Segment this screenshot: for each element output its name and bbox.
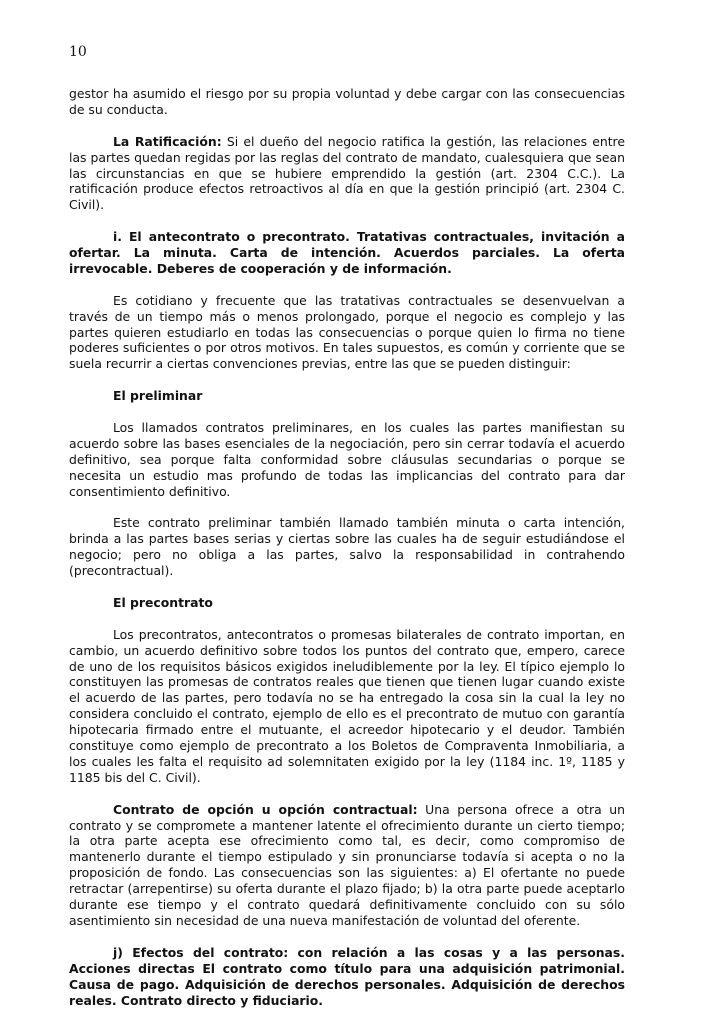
subheading-preliminar: El preliminar	[113, 388, 203, 404]
paragraph-minuta: Este contrato preliminar también llamado también minuta o carta intención, brinda a las partes bases serias y ciertas sobre las cuales ha de seguir estudiándose el negocio; pero no obliga a las partes, salvo la responsabilidad in contrahendo (precontractual).	[69, 515, 625, 579]
paragraph-ratificacion	[69, 134, 625, 214]
paragraph-opcion	[69, 802, 625, 929]
opcion-lead: Contrato de opción u opción contractual:	[113, 801, 418, 817]
page-number: 10	[69, 44, 87, 60]
paragraph-tratativas: Es cotidiano y frecuente que las tratativas contractuales se desenvuelvan a través de un tiempo más o menos prolongado, porque el negocio es complejo y las partes quieren estudiarlo en todas las consecuencias o porque quien lo firma no tiene poderes suficientes o por otros motivos. En tales supuestos, es común y corriente que se suela recurrir a ciertas convenciones previas, entre las que se pueden distinguir:	[69, 292, 625, 372]
paragraph-preliminares: Los llamados contratos preliminares, en los cuales las partes manifiestan su acuerdo sobre las bases esenciales de la negociación, pero sin cerrar todavía el acuerdo definitivo, sea porque falta conformidad sobre cláusulas secundarias o porque se necesita un estudio mas profundo de todas las implicancias del contrato para dar consentimiento definitivo.	[69, 419, 625, 499]
text-column	[69, 86, 625, 1024]
subheading-precontrato: El precontrato	[113, 594, 213, 610]
paragraph-precontratos: Los precontratos, antecontratos o promesas bilaterales de contrato importan, en cambio, un acuerdo definitivo sobre todos los puntos del contrato que, empero, carece de uno de los requisitos básicos exigidos ineludiblemente por la ley. El típico ejemplo lo constituyen las promesas de contratos reales que tienen que tienen lugar cuando existe el acuerdo de las partes, pero todavía no se ha entregado la cosa sin la cual la ley no considera concluido el contrato, ejemplo de ello es el precontrato de mutuo con garantía hipotecaria firmado entre el mutuante, el acreedor hipotecario y el deudor. También constituye como ejemplo de precontrato a los Boletos de Compraventa Inmobiliaria, a los cuales les falta el requisito ad solemnitaten exigido por la ley (1184 inc. 1º, 1185 y 1185 bis del C. Civil).	[69, 626, 625, 785]
ratificacion-lead: La Ratificación:	[113, 133, 222, 149]
opcion-text: Una persona ofrece a otra un contrato y se compromete a mantener latente el ofrecimiento durante un cierto tiempo; la otra parte acepta ese ofrecimiento como tal, es decir, como compromiso de mantenerlo durante el tiempo estipulado y sin pronunciarse todavía si acepta o no la proposición de fondo. Las consecuencias son las siguientes: a) El ofertante no puede retractar (arrepentirse) su oferta durante el plazo fijado; b) la otra parte puede aceptarlo durante ese tiempo y el contrato quedará definitivamente concluido con su sólo asentimiento sin necesidad de una nueva manifestación de voluntad del oferente.	[69, 801, 626, 928]
section-heading-i: i. El antecontrato o precontrato. Tratativas contractuales, invitación a ofertar. La minuta. Carta de intención. Acuerdos parciales. La oferta irrevocable. Deberes de cooperación y de información.	[69, 229, 625, 276]
section-heading-j: j) Efectos del contrato: con relación a las cosas y a las personas. Acciones directas El contrato como título para una adquisición patrimonial. Causa de pago. Adquisición de derechos personales. Adquisición de derechos reales. Contrato directo y fiduciario.	[69, 944, 625, 1008]
paragraph-continuation: gestor ha asumido el riesgo por su propia voluntad y debe cargar con las consecuencias de su conducta.	[69, 86, 625, 117]
ratificacion-text: Si el dueño del negocio ratifica la gestión, las relaciones entre las partes quedan regidas por las reglas del contrato de mandato, cualesquiera que sean las circunstancias en que se hubiere emprendido la gestión (art. 2304 C.C.). La ratificación produce efectos retroactivos al día en que la gestión principió (art. 2304 C. Civil).	[69, 133, 625, 213]
